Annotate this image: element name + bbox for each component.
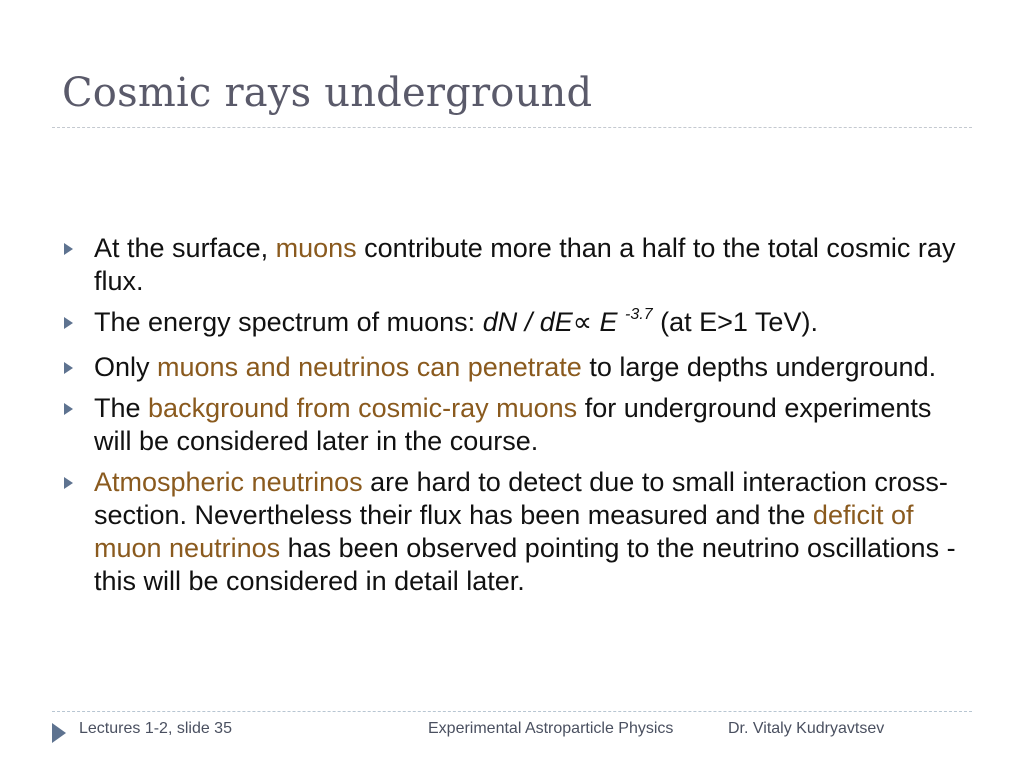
- highlight-text: muons and neutrinos can penetrate: [157, 352, 582, 382]
- bullet-text: The energy spectrum of muons:: [94, 307, 483, 337]
- bullet-item: [62, 232, 962, 298]
- footer-divider: [52, 711, 972, 712]
- highlight-text: muons: [275, 233, 357, 263]
- bullet-arrow-icon: [64, 362, 73, 374]
- bullet-arrow-icon: [64, 403, 73, 415]
- footer-arrow-icon: [52, 723, 66, 743]
- bullet-text: to large depths underground.: [581, 352, 937, 382]
- highlight-text: deficit of muon neutrinos: [94, 500, 914, 563]
- bullet-arrow-icon: [64, 317, 73, 329]
- bullet-text: At the surface,: [94, 233, 276, 263]
- bullet-text: contribute more than a half to the total cosmic ray flux.: [94, 233, 956, 296]
- bullet-text: are hard to detect due to small interaction cross-section. Nevertheless their flux has been measured and the: [94, 467, 948, 530]
- footer-course: Experimental Astroparticle Physics: [428, 720, 674, 737]
- bullet-text: has been observed pointing to the neutrino oscillations - this will be considered in detail later.: [94, 533, 956, 596]
- bullet-text: The: [94, 393, 149, 423]
- bullet-text: (at E>1 TeV).: [652, 307, 818, 337]
- bullet-item: [62, 306, 962, 343]
- bullet-item: [62, 466, 962, 598]
- bullet-arrow-icon: [64, 477, 73, 489]
- bullet-arrow-icon: [64, 243, 73, 255]
- formula-exponent: -3.7: [625, 306, 653, 323]
- slide-title: Cosmic rays underground: [62, 70, 593, 116]
- bullet-item: [62, 351, 962, 384]
- highlight-text: Atmospheric neutrinos: [94, 467, 363, 497]
- footer-lecture: Lectures 1-2, slide 35: [79, 720, 232, 737]
- bullet-item: [62, 392, 962, 458]
- highlight-text: background from cosmic-ray muons: [148, 393, 578, 423]
- bullet-list: [62, 232, 962, 606]
- bullet-text: Only: [94, 352, 158, 382]
- bullet-text: for underground experiments will be considered later in the course.: [94, 393, 932, 456]
- title-divider: [52, 127, 972, 128]
- formula-text: dN / dE∝ E: [482, 307, 626, 337]
- footer-author: Dr. Vitaly Kudryavtsev: [728, 720, 885, 737]
